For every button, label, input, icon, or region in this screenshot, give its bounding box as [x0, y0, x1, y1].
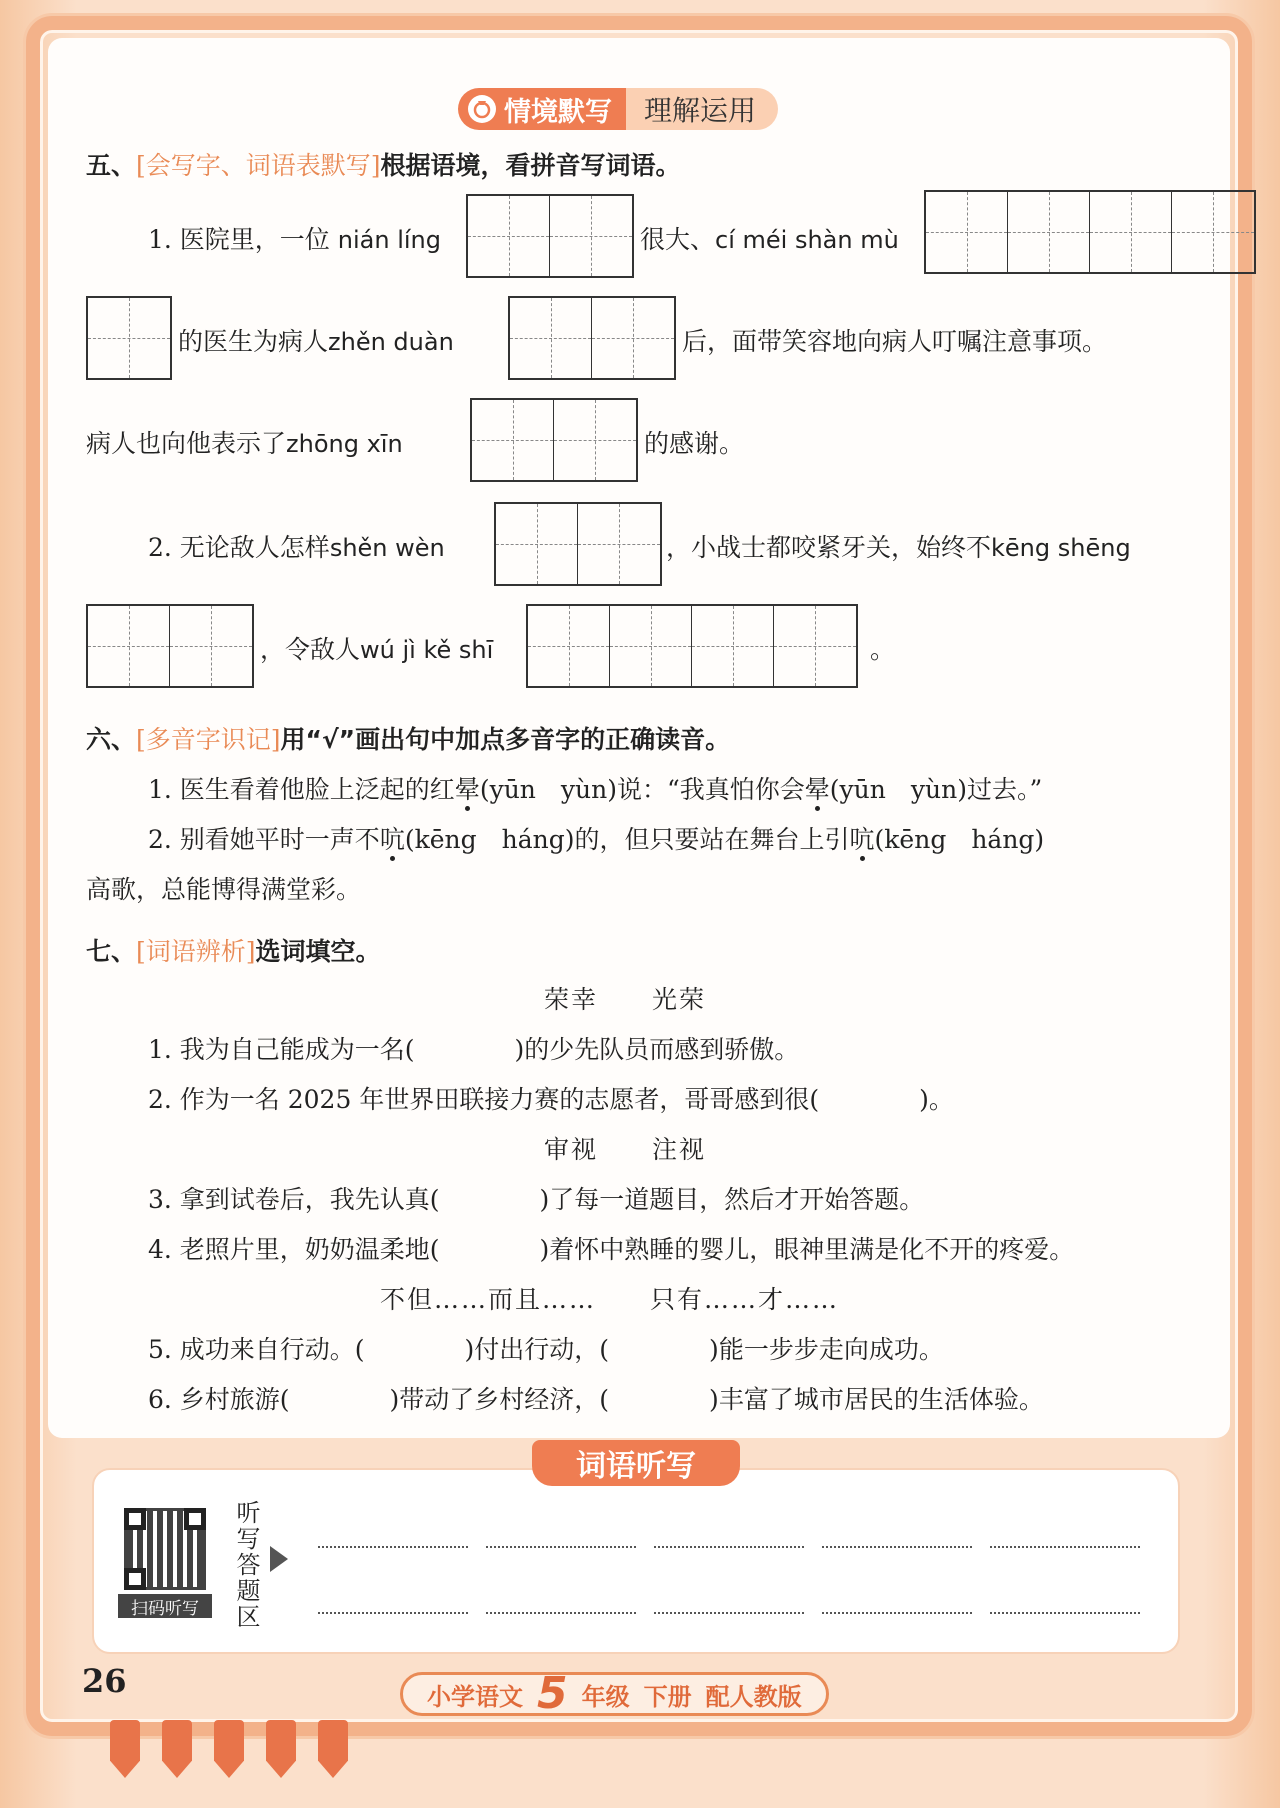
- q7-6[interactable]: 6. 乡村旅游( )带动了乡村经济，( )丰富了城市居民的生活体验。: [148, 1385, 1044, 1414]
- answer-grid-wuji[interactable]: [526, 604, 858, 688]
- dictation-line[interactable]: [990, 1546, 1140, 1548]
- q5-1-text-d: 后，面带笑容地向病人叮嘱注意事项。: [682, 327, 1108, 356]
- q5-2-text-a: 2. 无论敌人怎样shěn wèn: [148, 533, 445, 562]
- banner-left: [458, 88, 626, 130]
- qr-corner: [124, 1508, 146, 1530]
- answer-grid-2[interactable]: [466, 194, 634, 278]
- answer-grid-4-cont[interactable]: [86, 296, 172, 380]
- answer-grid-shenwen[interactable]: [494, 502, 662, 586]
- dictation-line[interactable]: [990, 1612, 1140, 1614]
- pinyin: wú jì kě shī: [360, 636, 494, 664]
- q7-3[interactable]: 3. 拿到试卷后，我先认真( )了每一道题目，然后才开始答题。: [148, 1185, 925, 1214]
- footer-subject: 小学语文: [427, 1682, 523, 1711]
- medal-icon: [468, 95, 496, 123]
- qr-corner: [184, 1508, 206, 1530]
- footer-term: 下册: [643, 1682, 692, 1711]
- q6-2-cont: 高歌，总能博得满堂彩。: [86, 875, 362, 904]
- section-number: 五、: [86, 151, 137, 180]
- pinyin: zhěn duàn: [328, 328, 454, 356]
- word-pair-2: 审视 注视: [544, 1135, 707, 1164]
- q6-2: 2. 别看她平时一声不吭(kēng háng)的，但只要站在舞台上引吭(kēng háng): [148, 825, 1045, 854]
- reading-choice[interactable]: (kēng háng)的，但只要站在舞台上引: [404, 825, 850, 854]
- reading-choice[interactable]: (kēng háng): [874, 825, 1045, 854]
- q5-2-text-c: ，令敌人wú jì kě shī: [260, 635, 494, 664]
- q7-5[interactable]: 5. 成功来自行动。( )付出行动，( )能一步步走向成功。: [148, 1335, 944, 1364]
- footer-grade-num: 5: [537, 1668, 568, 1719]
- dictation-line[interactable]: [654, 1612, 804, 1614]
- q7-1[interactable]: 1. 我为自己能成为一名( )的少先队员而感到骄傲。: [148, 1035, 800, 1064]
- answer-grid-kengsheng[interactable]: [86, 604, 254, 688]
- section-number: 六、: [86, 725, 137, 754]
- banner-right: 理解运用: [626, 88, 778, 130]
- answer-grid-4[interactable]: [924, 190, 1256, 274]
- q5-2-text-b: ，小战士都咬紧牙关，始终不kēng shēng: [666, 533, 1131, 562]
- q6-1: 1. 医生看着他脸上泛起的红晕(yūn yùn)说：“我真怕你会晕(yūn yùn)过去。”: [148, 775, 1043, 804]
- q7-4[interactable]: 4. 老照片里，奶奶温柔地( )着怀中熟睡的婴儿，眼神里满是化不开的疼爱。: [148, 1235, 1075, 1264]
- answer-grid-zhongxin[interactable]: [470, 398, 638, 482]
- q5-1-text-b: 很大、cí méi shàn mù: [640, 225, 899, 254]
- dotted-char: 晕: [454, 775, 480, 804]
- q5-2-text-d: 。: [870, 635, 896, 664]
- section-tag: [会写字、词语表默写]: [136, 151, 381, 180]
- pinyin: cí méi shàn mù: [715, 226, 899, 254]
- section-tag: [多音字识记]: [136, 725, 281, 754]
- scan-label[interactable]: 扫码听写: [118, 1594, 212, 1618]
- pinyin: shěn wèn: [329, 534, 445, 562]
- dotted-char: 晕: [804, 775, 830, 804]
- dictation-line[interactable]: [822, 1546, 972, 1548]
- dictation-line[interactable]: [318, 1612, 468, 1614]
- dictation-label: 听写答题区: [232, 1500, 260, 1630]
- footer-edition: 配人教版: [705, 1682, 802, 1711]
- q5-1-text-a: 1. 医院里，一位 nián líng: [148, 225, 441, 254]
- section-5-heading: [86, 146, 681, 182]
- section-instruction: 选词填空。: [255, 937, 381, 966]
- decorative-tabs: [110, 1720, 348, 1778]
- q5-1-text-c: 的医生为病人zhěn duàn: [178, 327, 454, 356]
- dictation-banner: 词语听写: [532, 1440, 740, 1486]
- banner-left-text: 情境默写: [504, 96, 612, 128]
- dotted-char: 吭: [379, 825, 405, 854]
- reading-choice[interactable]: (yūn yùn)过去。”: [829, 775, 1043, 804]
- dictation-line[interactable]: [822, 1612, 972, 1614]
- section-number: 七、: [86, 937, 137, 966]
- q5-1-text-f: 的感谢。: [644, 429, 745, 458]
- qr-corner: [124, 1568, 146, 1590]
- answer-grid-zhenduan[interactable]: [508, 296, 676, 380]
- word-pair-3: 不但……而且…… 只有……才……: [380, 1285, 840, 1314]
- pinyin: zhōng xīn: [286, 430, 403, 458]
- reading-choice[interactable]: (yūn yùn)说：“我真怕你会: [479, 775, 805, 804]
- dotted-char: 吭: [849, 825, 875, 854]
- section-6-heading: [86, 720, 730, 756]
- dictation-line[interactable]: [486, 1612, 636, 1614]
- footer-grade: 年级: [581, 1682, 630, 1711]
- section-tag: [词语辨析]: [136, 937, 256, 966]
- pinyin: kēng shēng: [991, 534, 1131, 562]
- arrow-right-icon: [270, 1546, 288, 1572]
- dictation-line[interactable]: [318, 1546, 468, 1548]
- dictation-line[interactable]: [486, 1546, 636, 1548]
- section-banner: [458, 88, 778, 130]
- section-7-heading: [86, 932, 381, 968]
- dictation-line[interactable]: [654, 1546, 804, 1548]
- q5-1-text-e: 病人也向他表示了zhōng xīn: [86, 429, 403, 458]
- pinyin: nián líng: [337, 226, 441, 254]
- page-number: 26: [82, 1662, 127, 1700]
- q7-2[interactable]: 2. 作为一名 2025 年世界田联接力赛的志愿者，哥哥感到很( )。: [148, 1085, 954, 1114]
- word-pair-1: 荣幸 光荣: [544, 985, 707, 1014]
- book-footer: [400, 1668, 829, 1719]
- section-instruction: 用“√”画出句中加点多音字的正确读音。: [280, 725, 731, 754]
- section-instruction: 根据语境，看拼音写词语。: [380, 151, 681, 180]
